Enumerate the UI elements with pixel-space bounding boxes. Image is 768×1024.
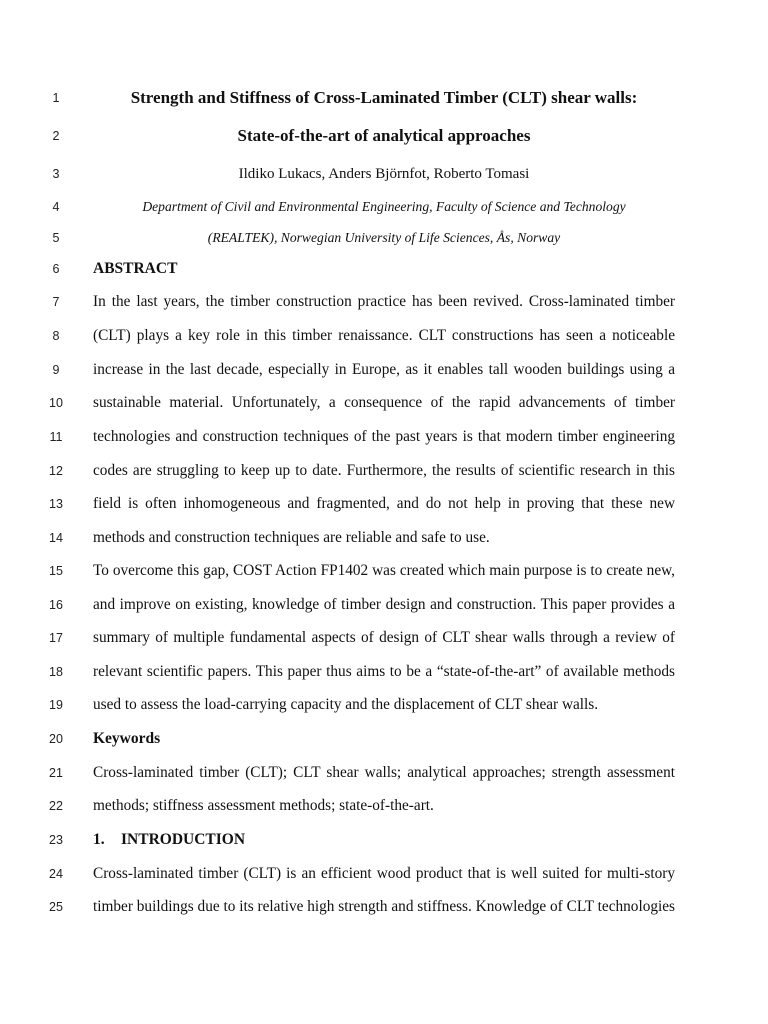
body-text-line: In the last years, the timber construction practice has been revived. Cross-laminated timber [93, 293, 675, 310]
line-24 [0, 862, 768, 886]
body-text-line: (CLT) plays a key role in this timber renaissance. CLT constructions has seen a noticeable [93, 327, 675, 344]
line-16 [0, 593, 768, 617]
line-number: 19 [49, 698, 63, 712]
line-number: 2 [52, 129, 60, 143]
line-23 [0, 828, 768, 852]
line-number: 14 [49, 531, 63, 545]
line-number: 21 [49, 766, 63, 780]
body-text-line: summary of multiple fundamental aspects of design of CLT shear walls through a review of [93, 629, 675, 646]
body-text-line: and improve on existing, knowledge of timber design and construction. This paper provides a [93, 596, 675, 613]
line-20 [0, 727, 768, 751]
line-3 [0, 162, 768, 186]
line-number: 16 [49, 598, 63, 612]
line-13 [0, 492, 768, 516]
line-number: 15 [49, 564, 63, 578]
paper-subtitle: State-of-the-art of analytical approaches [237, 126, 531, 145]
line-number: 13 [49, 497, 63, 511]
line-12 [0, 459, 768, 483]
line-number: 4 [52, 200, 60, 214]
line-1 [0, 86, 768, 110]
line-number: 24 [49, 867, 63, 881]
body-text-line: methods and construction techniques are reliable and safe to use. [93, 529, 490, 546]
line-number: 20 [49, 732, 63, 746]
body-text-line: To overcome this gap, COST Action FP1402 was created which main purpose is to create new, [93, 562, 675, 579]
body-text-line: codes are struggling to keep up to date. Furthermore, the results of scientific research in this [93, 462, 675, 479]
line-number: 5 [52, 231, 60, 245]
line-4 [0, 195, 768, 219]
keywords-text-line: Cross-laminated timber (CLT); CLT shear walls; analytical approaches; strength assessment [93, 764, 675, 781]
keywords-text-line: methods; stiffness assessment methods; state-of-the-art. [93, 797, 434, 814]
line-6 [0, 257, 768, 281]
abstract-heading: ABSTRACT [93, 260, 178, 277]
affiliation-line: Department of Civil and Environmental Engineering, Faculty of Science and Technology [142, 199, 626, 214]
section-title: INTRODUCTION [121, 831, 246, 848]
section-heading-introduction [93, 828, 675, 852]
line-number: 10 [49, 396, 63, 410]
paper-title: Strength and Stiffness of Cross-Laminated Timber (CLT) shear walls: [130, 88, 638, 107]
body-text-line: technologies and construction techniques of the past years is that modern timber engineering [93, 428, 675, 445]
body-text-line: Cross-laminated timber (CLT) is an efficient wood product that is well suited for multi-story [93, 865, 675, 882]
section-number: 1. [93, 831, 105, 848]
body-text-line: relevant scientific papers. This paper thus aims to be a “state-of-the-art” of available methods [93, 663, 675, 680]
line-number: 8 [52, 329, 60, 343]
body-text-line: field is often inhomogeneous and fragmented, and do not help in proving that these new [93, 495, 675, 512]
affiliation-line: (REALTEK), Norwegian University of Life Sciences, Ås, Norway [207, 230, 561, 245]
line-21 [0, 761, 768, 785]
line-number: 17 [49, 631, 63, 645]
body-text-line: sustainable material. Unfortunately, a consequence of the rapid advancements of timber [93, 394, 675, 411]
line-7 [0, 290, 768, 314]
body-text-line: used to assess the load-carrying capacity and the displacement of CLT shear walls. [93, 696, 599, 713]
line-number: 7 [52, 295, 60, 309]
line-8 [0, 324, 768, 348]
line-11 [0, 425, 768, 449]
line-9 [0, 358, 768, 382]
line-17 [0, 626, 768, 650]
line-10 [0, 391, 768, 415]
line-number: 11 [49, 430, 63, 444]
line-number: 22 [49, 799, 63, 813]
line-number: 12 [49, 464, 63, 478]
line-19 [0, 693, 768, 717]
author-list: Ildiko Lukacs, Anders Björnfot, Roberto Tomasi [238, 166, 530, 182]
line-18 [0, 660, 768, 684]
line-22 [0, 794, 768, 818]
line-number: 25 [49, 900, 63, 914]
body-text-line: increase in the last decade, especially in Europe, as it enables tall wooden buildings using a [93, 361, 675, 378]
line-number: 1 [52, 91, 60, 105]
body-text-line: timber buildings due to its relative high strength and stiffness. Knowledge of CLT technologies [93, 898, 675, 915]
line-number: 23 [49, 833, 63, 847]
line-number: 3 [52, 167, 60, 181]
line-14 [0, 526, 768, 550]
line-15 [0, 559, 768, 583]
line-2 [0, 124, 768, 148]
line-number: 18 [49, 665, 63, 679]
keywords-heading: Keywords [93, 730, 161, 747]
line-number: 6 [52, 262, 60, 276]
line-25 [0, 895, 768, 919]
line-5 [0, 226, 768, 250]
line-number: 9 [52, 363, 60, 377]
